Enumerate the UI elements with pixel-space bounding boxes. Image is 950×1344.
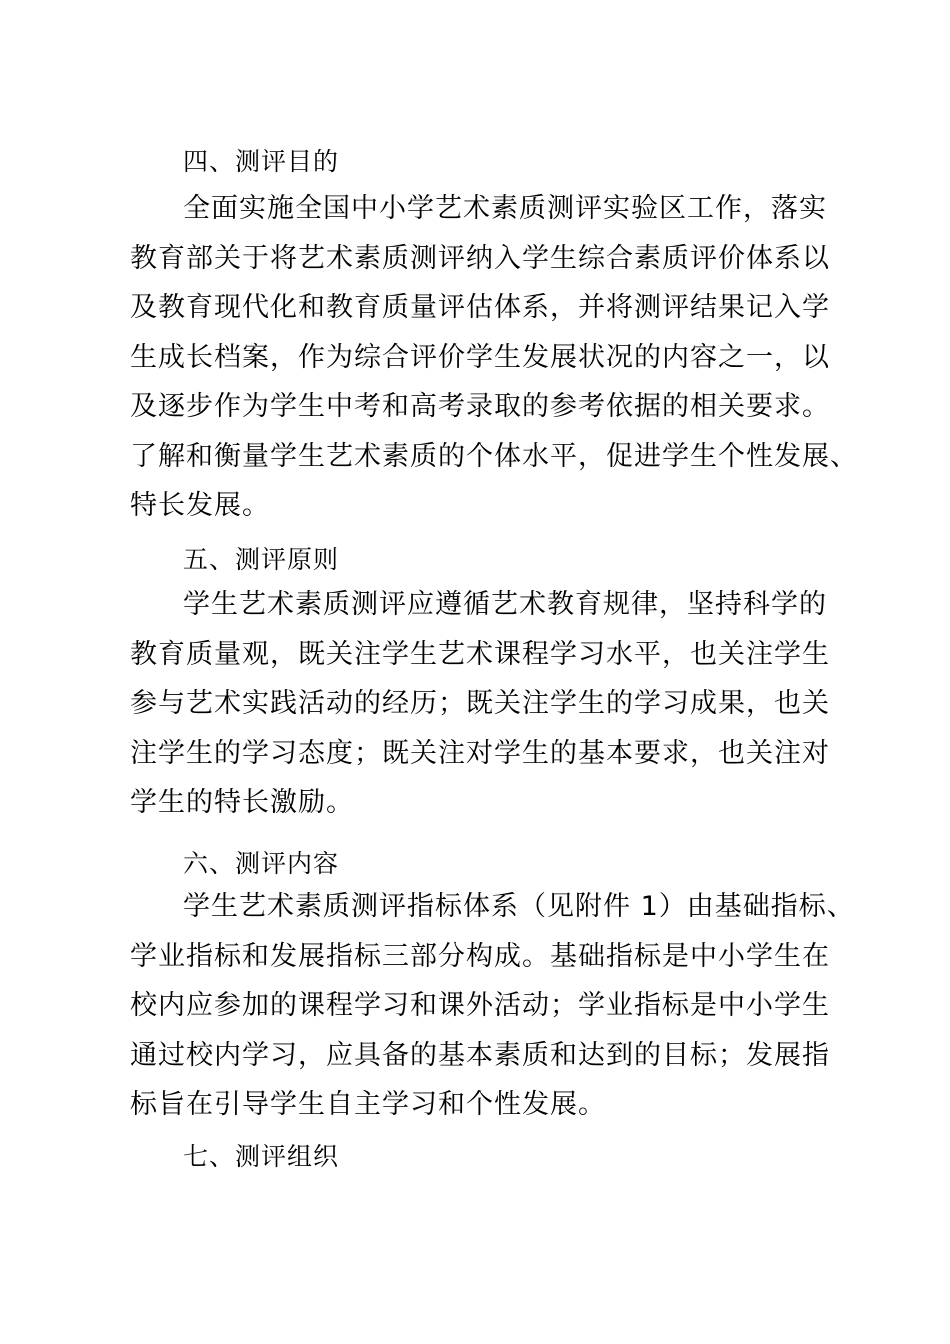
section-heading-organization: 七、测评组织 — [183, 1142, 340, 1171]
body-line: 全面实施全国中小学艺术素质测评实验区工作，落实 — [183, 193, 827, 224]
body-line: 及教育现代化和教育质量评估体系，并将测评结果记入学 — [130, 292, 830, 323]
section-body-purpose — [130, 184, 858, 531]
body-line: 注学生的学习态度；既关注对学生的基本要求，也关注对 — [130, 737, 830, 769]
body-line: 学生艺术素质测评指标体系（见附件 1）由基础指标、 — [183, 891, 855, 922]
body-line: 及逐步作为学生中考和高考录取的参考依据的相关要求。 — [130, 391, 830, 422]
body-line: 教育部关于将艺术素质测评纳入学生综合素质评价体系以 — [130, 242, 830, 274]
body-line: 通过校内学习，应具备的基本素质和达到的目标；发展指 — [130, 1039, 830, 1071]
body-line: 生成长档案，作为综合评价学生发展状况的内容之一，以 — [130, 341, 830, 373]
body-line: 教育质量观，既关注学生艺术课程学习水平，也关注学生 — [130, 638, 830, 670]
body-line: 了解和衡量学生艺术素质的个体水平，促进学生个性发展、 — [130, 440, 858, 472]
body-line: 标旨在引导学生自主学习和个性发展。 — [130, 1089, 606, 1120]
body-line: 校内应参加的课程学习和课外活动；学业指标是中小学生 — [130, 990, 830, 1021]
body-line: 学生的特长激励。 — [130, 787, 354, 818]
section-body-principles — [130, 580, 830, 828]
section-heading-content: 六、测评内容 — [183, 849, 340, 878]
body-line: 学业指标和发展指标三部分构成。基础指标是中小学生在 — [130, 940, 830, 972]
section-body-content — [130, 882, 855, 1130]
section-heading-principles: 五、测评原则 — [183, 545, 340, 574]
body-line: 特长发展。 — [130, 490, 270, 521]
body-line: 参与艺术实践活动的经历；既关注学生的学习成果，也关 — [130, 688, 830, 719]
section-heading-purpose: 四、测评目的 — [183, 147, 340, 176]
body-line: 学生艺术素质测评应遵循艺术教育规律，坚持科学的 — [183, 589, 827, 620]
